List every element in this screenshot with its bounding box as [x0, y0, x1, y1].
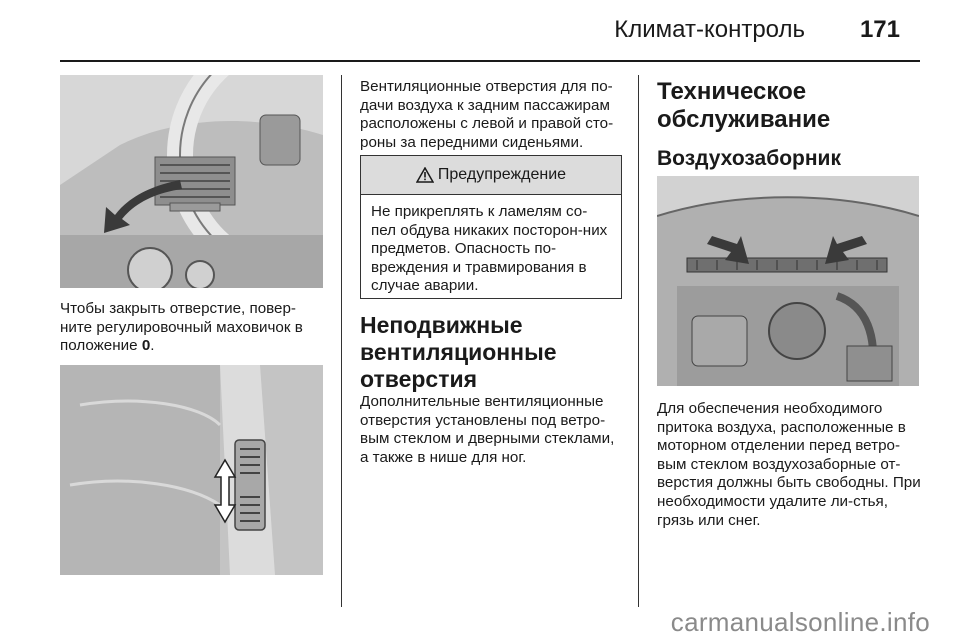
maintenance-heading: Техническое обслуживание [657, 78, 831, 133]
fixed-vents-text: Дополнительные вентиляционные отверстия установлены под ветро-вым стеклом и дверными стеклами, а также в нише для ног. [360, 393, 615, 466]
column-divider-1 [341, 75, 342, 607]
warning-text: Не прикреплять к ламелям со-пел обдува никаких посторон-них предметов. Опасность по-вреждения и травмирования в случае аварии. [371, 203, 608, 295]
fig1-caption [60, 300, 325, 356]
air-intake-text: Для обеспечения необходимого притока воздуха, расположенные в моторном отделении перед ветро-вым стеклом воздухозаборные от-верстия должны быть свободны. При необходимости удалите ли-стья, грязь или снег. [657, 400, 921, 529]
watermark: carmanualsonline.info [670, 607, 930, 637]
fig1-caption-end: . [150, 337, 155, 355]
air-intake-illustration [657, 176, 919, 386]
rear-vents-intro: Вентиляционные отверстия для по-дачи воздуха к задним пассажирам расположены с левой и правой сто-роны за передними сиденьями. [360, 78, 614, 151]
column-divider-2 [638, 75, 639, 607]
fig1-caption-bold: 0 [141, 337, 151, 355]
warning-triangle-icon [416, 167, 434, 183]
warning-title: Предупреждение [437, 166, 567, 183]
header-title: Климат-контроль [614, 16, 805, 43]
fig1-caption-text: Чтобы закрыть отверстие, повер-ните регулировочный маховичок в положение [60, 300, 303, 355]
rear-vent-illustration [60, 365, 323, 575]
air-intake-heading: Воздухозаборник [657, 147, 841, 170]
page-number: 171 [859, 16, 900, 43]
warning-box [360, 155, 622, 299]
warning-header [361, 156, 621, 195]
dashboard-vent-illustration [60, 75, 323, 288]
fixed-vents-heading: Неподвижные вентиляционные отверстия [360, 312, 557, 392]
header-rule [60, 60, 920, 62]
page-header [60, 12, 900, 58]
